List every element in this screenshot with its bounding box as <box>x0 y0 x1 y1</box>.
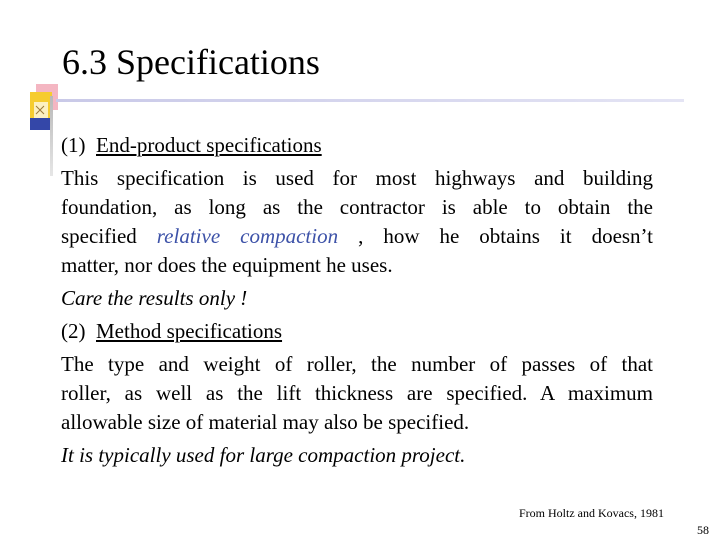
item2-number: (2) <box>61 319 86 343</box>
corner-decoration <box>24 84 64 134</box>
page-number: 58 <box>697 523 709 537</box>
item1-heading: End-product specifications <box>96 133 322 157</box>
item2-line1: The type and weight of roller, the number of passes of that <box>61 352 653 376</box>
slide-title: 6.3 Specifications <box>62 42 320 82</box>
item1-line3-a: specified <box>61 224 137 248</box>
item1-number: (1) <box>61 133 86 157</box>
item2-line2: roller, as well as the lift thickness are specified. A maximum <box>61 381 653 405</box>
source-citation: From Holtz and Kovacs, 1981 <box>519 506 664 520</box>
slide-body <box>61 131 653 470</box>
deco-navy-square <box>30 118 50 130</box>
item1-line2: foundation, as long as the contractor is able to obtain the <box>61 195 653 219</box>
item1-line1: This specification is used for most highways and building <box>61 166 653 190</box>
item2-heading: Method specifications <box>96 319 283 343</box>
relative-compaction-term: relative compaction <box>156 224 339 248</box>
item2-header <box>61 317 653 346</box>
item1-emphasis: Care the results only ! <box>61 286 248 310</box>
side-rule <box>50 96 53 176</box>
item1-line3 <box>61 222 653 251</box>
item2-line3: allowable size of material may also be specified. <box>61 410 470 434</box>
item1-header <box>61 131 653 160</box>
item1-line3-b: , how he obtains it doesn’t <box>358 224 654 248</box>
item2-emphasis: It is typically used for large compaction project. <box>61 443 466 467</box>
deco-white-square <box>34 102 48 118</box>
item1-line4: matter, nor does the equipment he uses. <box>61 253 393 277</box>
title-rule <box>56 99 684 102</box>
